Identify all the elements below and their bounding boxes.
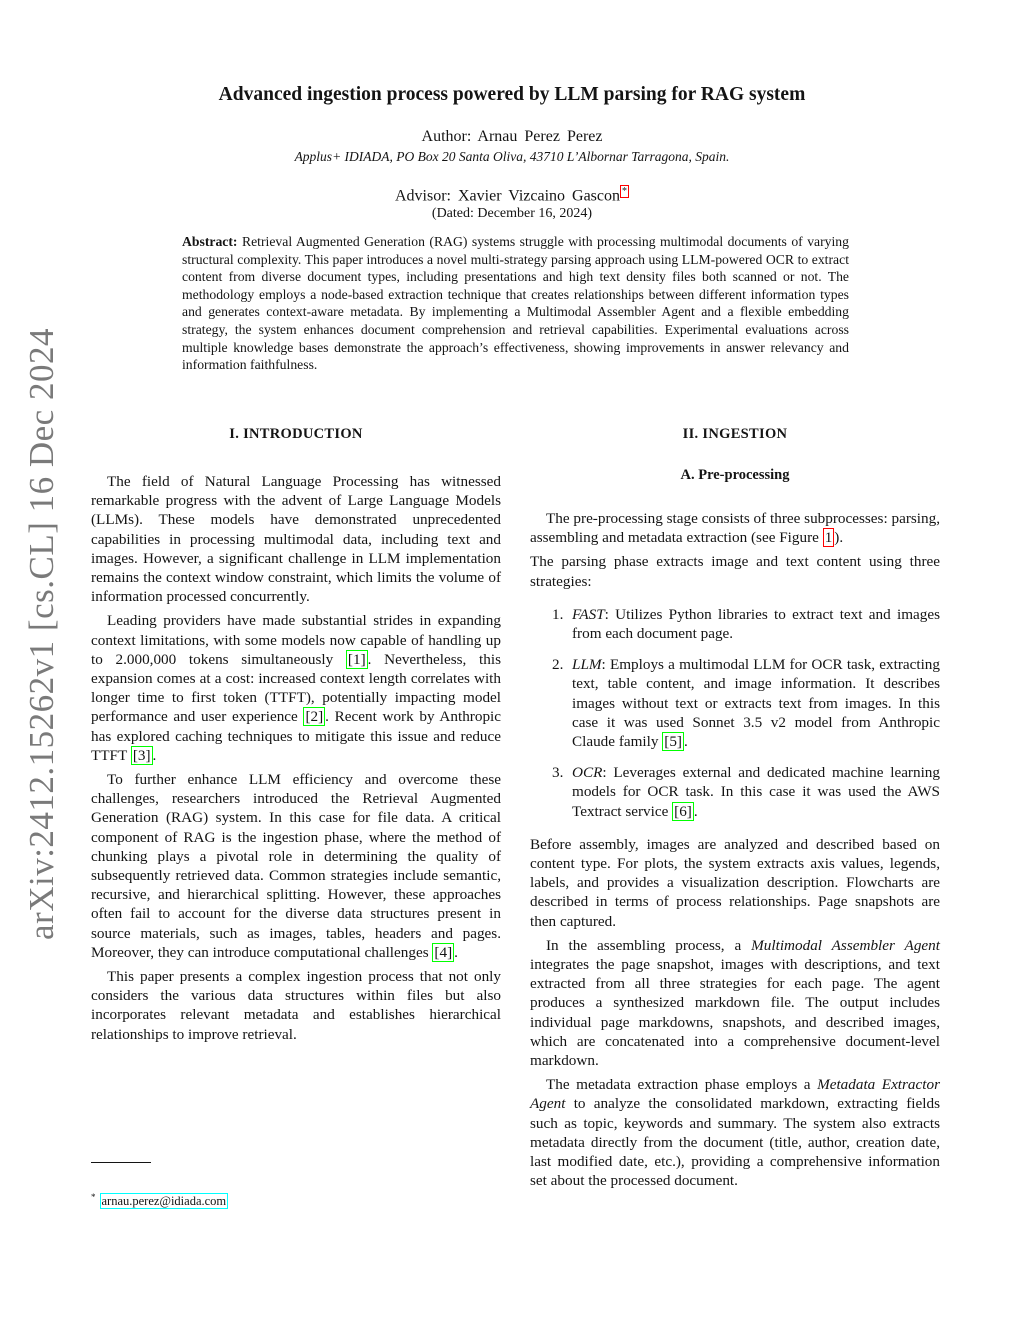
paper-title: Advanced ingestion process powered by LLM parsing for RAG system [218,84,806,105]
advisor-text: Advisor: Xavier Vizcaino Gascon [394,187,620,205]
strategy-list [530,605,940,821]
advisor-line [0,187,1024,205]
citation-2[interactable]: [2] [305,708,324,726]
intro-paragraph-4: This paper presents a complex ingestion process that not only considers the various data structures within files but also incorporates relevant metadata and establishes hierarchical relationships to improve retrieval. [91,968,501,1043]
abstract [182,233,849,374]
ingestion-paragraph-3: Before assembly, images are analyzed and described based on content type. For plots, the system extracts axis values, legends, labels, and provides a visualization description. Flowcharts are described in terms of process relationships. Page snapshots are then captured. [530,835,940,930]
ingestion-paragraph-5: The metadata extraction phase employs a Metadata Extractor Agent to analyze the consolidated markdown, extracting fields such as topic, keywords and summary. The system also extracts metadata directly from the document (title, author, creation date, last modified date, etc.), providing a comprehensive information set about the processed document. [530,1076,940,1190]
arxiv-identifier: arXiv:2412.15262v1 [cs.CL] 16 Dec 2024 [22,328,61,940]
ingestion-paragraph-2: The parsing phase extracts image and text content using three strategies: [530,553,940,590]
citation-5[interactable]: [5] [664,733,682,751]
abstract-label: Abstract: [182,234,238,249]
citation-3[interactable]: [3] [132,746,151,764]
abstract-text: Retrieval Augmented Generation (RAG) systems struggle with processing multimodal documents of varying structural complexity. This paper introduces a novel multi-strategy parsing approach using LLM-powered OCR to extract content from diverse document types, including presentations and high text density files both scanned or not. The methodology employs a node-based extraction technique that creates relationships between different information types and generates context-aware metadata. By implementing a Multimodal Assembler Agent and a flexible embedding strategy, the system enhances document comprehension and retrieval capabilities. Experimental evaluations across multiple knowledge bases demonstrate the approach’s effectiveness, showing improvements in answer relevancy and information faithfulness. [182,234,849,373]
strategy-item: 1. FAST: Utilizes Python libraries to extract text and images from each document page. [552,605,940,643]
intro-paragraph-1: The field of Natural Language Processing has witnessed remarkable progress with the advent of Large Language Models (LLMs). These models have demonstrated unprecedented capabilities in processing multimodal data, including text and images. However, a significant challenge in LLM implementation remains the context window constraint, which limits the volume of information processed concurrently. [91,473,501,606]
citation-4[interactable]: [4] [434,943,453,961]
author-email-link[interactable]: arnau.perez@idiada.com [101,1194,227,1209]
subsection-heading-preprocessing: A. Pre-processing [680,467,790,483]
intro-paragraph-2: Leading providers have made substantial strides in expanding context limitations, with some models now capable of handling up to 2.000,000 tokens simultaneously [1] . Nevertheless, this expansion comes at a cost: increased context length correlates with longer time to first token (TTFT), potentially impacting model performance and user experience [2] . Recent work by Anthropic has explored caching techniques to mitigate this issue and reduce TTFT [3] . [91,612,501,764]
strategy-item: 3. OCR: Leverages external and dedicated machine learning models for OCR task. In this case it was used the AWS Textract service [6] . [552,764,940,820]
footnote-mark: * [91,1192,96,1202]
right-column [530,509,940,1196]
footnote-divider [91,1162,151,1163]
ingestion-paragraph-4: In the assembling process, a Multimodal Assembler Agent integrates the page snapshot, images with descriptions, and text extracted from all three strategies for each page. The agent produces a synthesized markdown file. The output includes individual page markdowns, snapshots, and described images, which are concatenated into a comprehensive document-level markdown. [530,936,940,1070]
figure-1-link[interactable]: 1 [824,529,833,547]
citation-1[interactable]: [1] [347,650,366,668]
author-line: Author: Arnau Perez Perez [421,128,603,145]
strategy-item: 2. LLM: Employs a multimodal LLM for OCR task, extracting text, table content, and image information. It describes images without text or extracts text from images. In this case it was used Sonnet 3.5 v2 model from Anthropic Claude family [5] . [552,656,940,751]
section-heading-introduction: I. INTRODUCTION [229,426,363,442]
date-line: (Dated: December 16, 2024) [431,206,593,221]
ingestion-paragraph-1: The pre-processing stage consists of three subprocesses: parsing, assembling and metadata extraction (see Figure 1 ). [530,510,940,547]
affiliation: Applus+ IDIADA, PO Box 20 Santa Oliva, 43710 L’Albornar Tarragona, Spain. [294,149,730,164]
citation-6[interactable]: [6] [674,802,692,820]
intro-paragraph-3: To further enhance LLM efficiency and overcome these challenges, researchers introduced the Retrieval Augmented Generation (RAG) system. In this case for file data. A critical component of RAG is the ingestion phase, where the method of chunking plays a pivotal role in determining the quality of subsequently retrieved data. Common strategies include semantic, recursive, and hierarchical splitting. However, these approaches often fail to account for the diverse data structures present in source materials, such as images, tables, headers and pages. Moreover, they can introduce computational challenges [4] . [91,771,501,961]
footnote [91,1192,228,1209]
footnote-link[interactable]: * [622,186,627,197]
section-heading-ingestion: II. INGESTION [682,426,788,442]
left-column [91,472,501,1049]
